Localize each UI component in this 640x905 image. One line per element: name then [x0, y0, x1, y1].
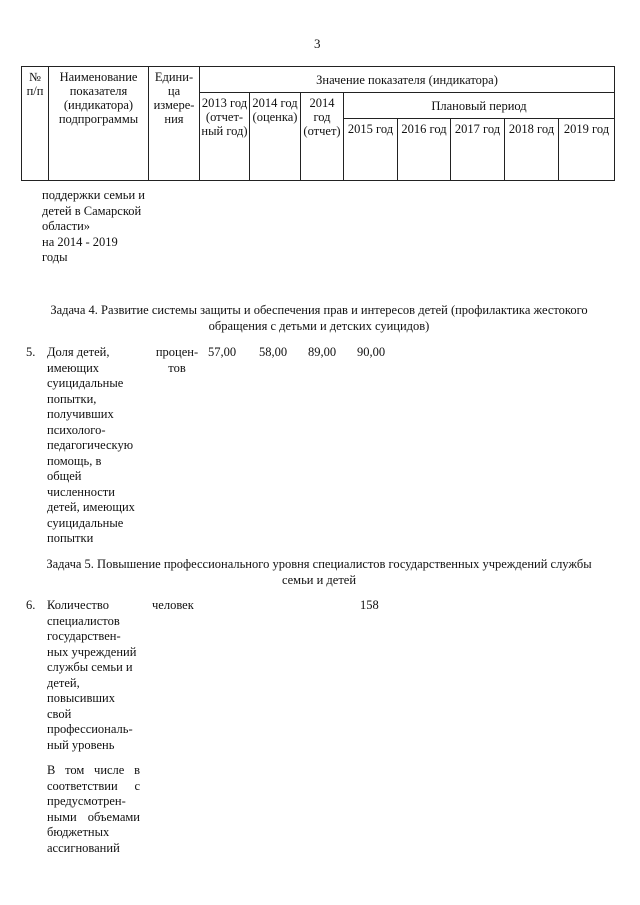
row5-name-line: помощь, в: [47, 453, 102, 468]
row6-subnote-line: В том числе в: [47, 763, 140, 777]
header-plan-period: Плановый период: [344, 93, 615, 119]
task4-title-line1: Задача 4. Развитие системы защиты и обеспечения прав и интересов детей (профилактика жестокого: [50, 303, 588, 317]
row6-value: 158: [360, 598, 379, 612]
row6-name-line: специалистов: [47, 613, 120, 628]
row5-value-2014-report: 89,00: [308, 345, 337, 359]
header-plan-2017: 2017 год: [451, 119, 505, 181]
row6-name-line: ных учреждений: [47, 644, 137, 659]
row5-name-line: попытки,: [47, 391, 97, 406]
header-2014-estimate: 2014 год (оценка): [250, 93, 301, 181]
row6-subnote-line: соответствии с: [47, 778, 140, 793]
row5-value-2014-estimate: 58,00: [259, 345, 288, 359]
row5-name: [47, 345, 147, 547]
row6-name-line: профессиональ-: [47, 722, 133, 736]
header-plan-2018: 2018 год: [505, 119, 559, 181]
row5-name-line: численности: [47, 484, 115, 499]
header-plan-2016: 2016 год: [398, 119, 451, 181]
continuation-line: детей в Самарской: [42, 203, 142, 218]
row6-subnote-line: ными объемами: [47, 809, 140, 824]
row6-name-line: детей,: [47, 675, 80, 690]
row5-name-line: имеющих: [47, 360, 100, 375]
row6-unit: человек: [152, 598, 194, 612]
row5-name-line: Доля детей,: [47, 345, 110, 359]
continuation-line: области»: [42, 219, 91, 233]
row5-name-line: попытки: [47, 531, 94, 545]
page-number: 3: [314, 36, 321, 51]
task5-title-line1: Задача 5. Повышение профессионального уровня специалистов государственных учреждений службы: [46, 557, 592, 571]
row5-name-line: общей: [47, 469, 82, 483]
row6-name-line: свой: [47, 706, 72, 721]
continuation-line: годы: [42, 250, 68, 264]
task5-heading: [24, 556, 614, 588]
row6-subnote-line: предусмотрен-: [47, 794, 126, 808]
row5-unit-line: тов: [168, 360, 186, 375]
header-2014-report: 2014 год (отчет): [301, 93, 344, 181]
row6-name-line: повысивших: [47, 691, 115, 705]
task4-title-line2: обращения с детьми и детских суицидов): [208, 319, 430, 333]
header-num: № п/п: [22, 67, 49, 181]
header-plan-2015: 2015 год: [344, 119, 398, 181]
continuation-text: [42, 188, 162, 266]
continuation-line: поддержки семьи и: [42, 188, 145, 202]
task5-title-line2: семьи и детей: [281, 573, 357, 587]
header-value-title: Значение показателя (индикатора): [200, 67, 615, 93]
header-unit: Едини-ца измере-ния: [149, 67, 200, 181]
row5-unit: [152, 345, 202, 376]
row6-subnote-line: ассигнований: [47, 840, 120, 855]
header-name: Наименование показателя (индикатора) подпрограммы: [49, 67, 149, 181]
row6-name: [47, 598, 147, 753]
row6-name-line: службы семьи и: [47, 660, 133, 674]
row6-name-line: государствен-: [47, 629, 121, 643]
row5-unit-line: процен-: [155, 345, 199, 359]
row5-value-2013: 57,00: [208, 345, 237, 359]
row5-name-line: получивших: [47, 407, 114, 421]
indicator-table-header: [21, 66, 615, 181]
row6-name-line: Количество: [47, 598, 109, 612]
row6-num: 6.: [26, 598, 36, 612]
row5-value-2015: 90,00: [357, 345, 386, 359]
header-2013: 2013 год (отчет-ный год): [200, 93, 250, 181]
row5-name-line: суицидальные: [47, 376, 124, 390]
row6-subnote-line: бюджетных: [47, 825, 110, 839]
task4-heading: [24, 302, 614, 334]
row6-name-line: ный уровень: [47, 737, 115, 752]
header-plan-2019: 2019 год: [559, 119, 615, 181]
row5-num: 5.: [26, 345, 36, 359]
row5-name-line: детей, имеющих: [47, 500, 135, 514]
row5-name-line: психолого-: [47, 422, 106, 437]
continuation-line: на 2014 - 2019: [42, 234, 118, 249]
row6-subnote: [47, 763, 140, 856]
row5-name-line: суицидальные: [47, 515, 124, 530]
row5-name-line: педагогическую: [47, 438, 134, 452]
